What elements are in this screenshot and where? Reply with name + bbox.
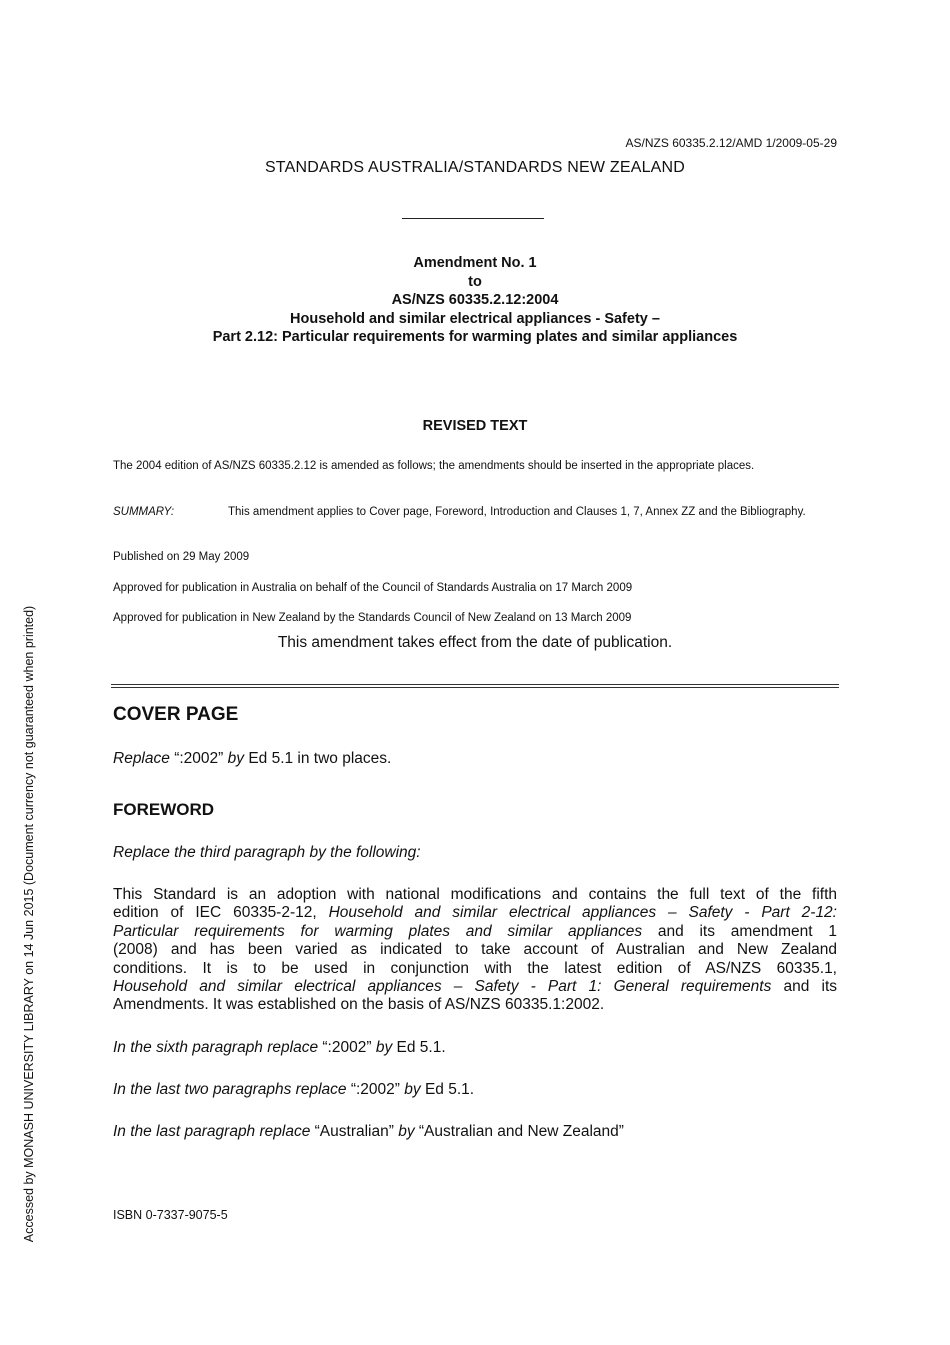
last-paragraph-instruction: In the last paragraph replace “Australian” by “Australian and New Zealand”	[113, 1123, 624, 1140]
title-line-subject: Household and similar electrical appliances - Safety –	[290, 310, 660, 327]
published-date: Published on 29 May 2009	[113, 551, 250, 563]
summary-paragraph	[113, 505, 837, 520]
paragraph-line: conditions. It is to be used in conjunction with the latest edition of AS/NZS 60335.1,	[113, 959, 837, 977]
paragraph-line: edition of IEC 60335-2-12, Household and similar electrical appliances – Safety - Part 2-12:	[113, 904, 837, 922]
amendment-title	[60, 254, 890, 347]
organization-name: STANDARDS AUSTRALIA/STANDARDS NEW ZEALAND	[264, 159, 686, 176]
last-two-paragraphs-instruction: In the last two paragraphs replace “:2002” by Ed 5.1.	[113, 1081, 475, 1098]
sixth-paragraph-instruction: In the sixth paragraph replace “:2002” by Ed 5.1.	[113, 1039, 446, 1056]
old-text: “:2002”	[174, 750, 224, 767]
summary-label: SUMMARY:	[113, 506, 175, 518]
isbn: ISBN 0-7337-9075-5	[113, 1208, 228, 1222]
cover-page-heading: COVER PAGE	[113, 704, 239, 725]
access-watermark: Accessed by MONASH UNIVERSITY LIBRARY on 14 Jun 2015 (Document currency not guaranteed when printed)	[22, 605, 36, 1243]
paragraph-line: (2008) and has been varied as indicated to take account of Australian and New Zealand	[113, 941, 837, 959]
paragraph-line: This Standard is an adoption with national modifications and contains the full text of the fifth	[113, 886, 837, 903]
instruction-verb: Replace	[113, 750, 170, 767]
effect-statement: This amendment takes effect from the date of publication.	[277, 634, 673, 651]
title-line-to: to	[468, 273, 482, 290]
paragraph-line: Household and similar electrical appliances – Safety - Part 1: General requirements and its	[113, 978, 838, 996]
title-line-standard: AS/NZS 60335.2.12:2004	[391, 292, 559, 308]
paragraph-line: Amendments. It was established on the basis of AS/NZS 60335.1:2002.	[113, 996, 605, 1014]
instruction-by: by	[227, 750, 244, 767]
foreword-instruction: Replace the third paragraph by the following:	[113, 844, 421, 861]
intro-paragraph: The 2004 edition of AS/NZS 60335.2.12 is amended as follows; the amendments should be inserted in the appropriate places.	[113, 460, 755, 472]
summary-text: This amendment applies to Cover page, Foreword, Introduction and Clauses 1, 7, Annex ZZ and the Bibliography.	[228, 506, 806, 518]
approval-australia: Approved for publication in Australia on behalf of the Council of Standards Australia on 17 March 2009	[113, 582, 633, 594]
foreword-replacement-paragraph	[113, 886, 837, 1015]
new-text: Ed 5.1 in two places.	[248, 750, 392, 767]
revised-text-heading: REVISED TEXT	[422, 418, 528, 434]
title-line-part: Part 2.12: Particular requirements for warming plates and similar appliances	[212, 329, 738, 345]
section-divider	[111, 684, 839, 688]
title-divider	[402, 218, 544, 219]
paragraph-line: Particular requirements for warming plates and similar appliances and its amendment 1	[113, 922, 837, 940]
foreword-heading: FOREWORD	[113, 800, 215, 819]
title-line-amendment: Amendment No. 1	[413, 255, 537, 271]
approval-new-zealand: Approved for publication in New Zealand by the Standards Council of New Zealand on 13 March 2009	[113, 612, 632, 624]
cover-page-instruction	[113, 750, 837, 768]
document-reference: AS/NZS 60335.2.12/AMD 1/2009-05-29	[625, 136, 837, 150]
